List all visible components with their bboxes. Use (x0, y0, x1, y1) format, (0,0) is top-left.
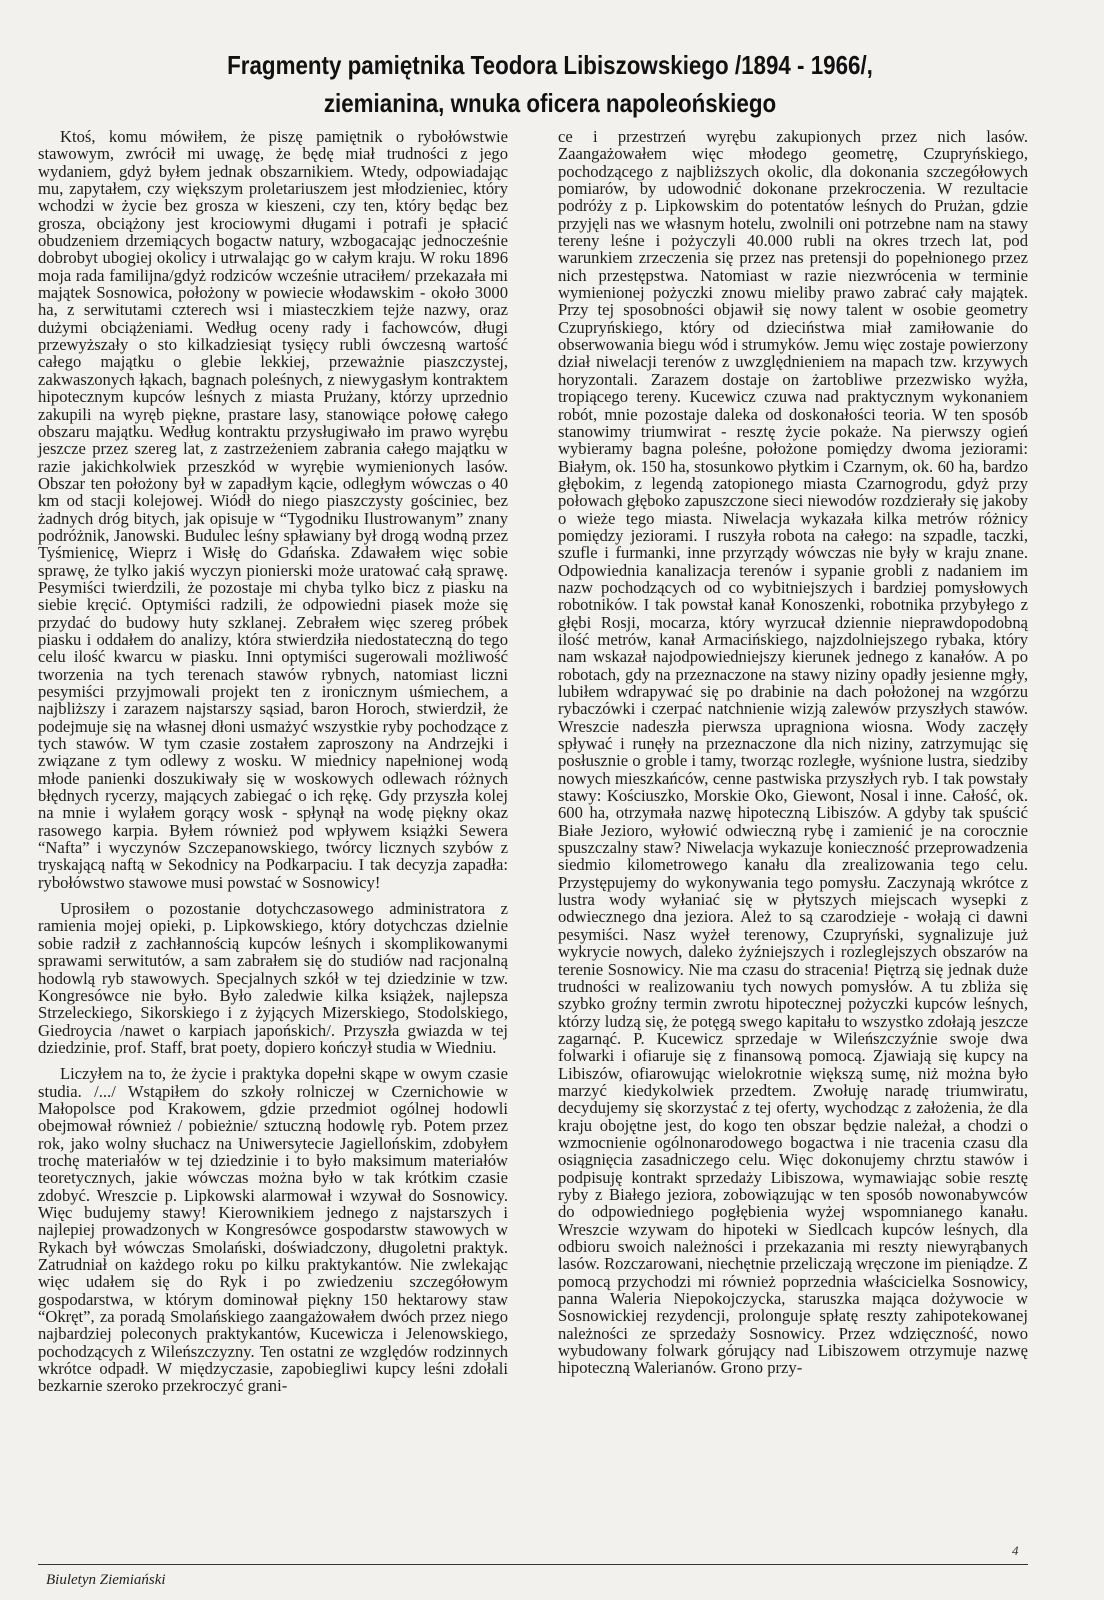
publication-name: Biuletyn Ziemiański (46, 1572, 166, 1588)
article-title-line-2: ziemianina, wnuka oficera napoleońskiego (323, 88, 777, 118)
footer-divider (38, 1564, 1028, 1565)
paragraph: Liczyłem na to, że życie i praktyka dopełni skąpe w owym czasie studia. /.../ Wstąpiłem do szkoły rolniczej w Czernichowie w Małopolsce pod Krakowem, gdzie przedmiot ogólnej hodowli obejmował również / pobieżnie/ sztuczną hodowlę ryb. Potem przez rok, jako wolny słuchacz na Uniwersytecie Jagiellońskim, zdobyłem trochę materiałów w tej dziedzinie i to było maksimum materiałów teoretycznych, jakie wówczas można było w tak krótkim czasie zdobyć. Wreszcie p. Lipkowski alarmował i wzywał do Sosnowicy. Więc budujemy stawy! Kierownikiem jednego z najstarszych i najlepiej prowadzonych w Kongresówce gospodarstw stawowych w Rykach był wówczas Smolański, doświadczony, długoletni praktyk. Zatrudniał on każdego roku po kilku praktykantów. Nie zwlekając więc udałem się do Ryk i po zwiedzeniu szczegółowym gospodarstwa, w którym dominował piękny 150 hektarowy staw “Okręt”, za poradą Smolańskiego zaangażowałem dwóch przez niego najbardziej poleconych praktykantów, Kucewicza i Jelenowskiego, pochodzących z Wileńszczyzny. Ten ostatni ze względów rodzinnych wkrótce odpadł. W międzyczasie, zapobiegliwi kupcy leśni zdołali bezkarnie szeroko przekroczyć grani- (38, 1064, 508, 1396)
article-title (206, 46, 894, 122)
page-number: 4 (1012, 1543, 1019, 1558)
left-column (38, 128, 508, 1404)
right-column (558, 128, 1028, 1386)
paragraph: ce i przestrzeń wyrębu zakupionych przez nich lasów. Zaangażowałem więc młodego geometrę, Czupryńskiego, pochodzącego z najbliższych okolic, dla dokonania szczegółowych pomiarów, by udowodnić dokonane przekroczenia. W rezultacie podróży z p. Lipkowskim do potentatów leśnych do Prużan, gdzie przyjęli nas we własnym hotelu, zwolnili oni potrzebne nam na stawy tereny leśne i pożyczyli 40.000 rubli na okres trzech lat, pod warunkiem zrzeczenia się przez nas pretensji do popełnionego przez nich przestępstwa. Natomiast w razie niezwrócenia w terminie wymienionej pożyczki znowu mieliby prawo zabrać cały majątek. Przy tej sposobności objawił się nowy talent w osobie geometry Czupryńskiego, który od dzieciństwa miał zamiłowanie do obserwowania biegu wód i strumyków. Jemu więc zostaje powierzony dział niwelacji terenów z uwzględnieniem na mapach tzw. krzywych horyzontali. Zarazem dostaje on żartobliwe przezwisko wyżła, tropiącego tereny. Kucewicz czuwa nad praktycznym wykonaniem robót, mnie pozostaje daleka od doskonałości teoria. W ten sposób stanowimy triumwirat - resztę życie pokaże. Na pierwszy ogień wybieramy bagna poleśne, położone pomiędzy dwoma jeziorami: Białym, ok. 150 ha, stosunkowo płytkim i Czarnym, ok. 60 ha, bardzo głębokim, z legendą zatopionego miasta Czarnogrodu, gdyż przy połowach głęboko zapuszczone sieci niewodów rozdzierały się jakoby o wieże tego miasta. Niwelacja wykazała kilka metrów różnicy pomiędzy jeziorami. I ruszyła robota na całego: na szpadle, taczki, szufle i furmanki, inne przyrządy wówczas nie były w kraju znane. Odpowiednia kanalizacja terenów i sypanie grobli z nadaniem im nazw pochodzących od co wybitniejszych i bardziej pomysłowych robotników. I tak powstał kanał Konoszenki, robotnika przybyłego z głębi Rosji, mocarza, który wyrzucał dziennie nieprawdopodobną ilość metrów, kanał Armacińskiego, najzdolniejszego rybaka, który nam wskazał najodpowiedniejszy kierunek jednego z kanałów. A po robotach, gdy na przeznaczone na stawy niziny opadły jesienne mgły, lubiłem wdrapywać się po drabinie na dach położonej na wzgórzu rybaczówki i czerpać natchnienie wizją zalewów przyszłych stawów. Wreszcie nadeszła pierwsza upragniona wiosna. Wody zaczęły spływać i runęły na przeznaczone dla nich niziny, zatrzymując się posłusznie o groble i tamy, tworząc rozległe, wyśnione lustra, siedziby nowych mieszkańców, cenne pastwiska przyszłych ryb. I tak powstały stawy: Kościuszko, Morskie Oko, Giewont, Nosal i inne. Całość, ok. 600 ha, otrzymała nazwę hipoteczną Libiszów. A gdyby tak spuścić Białe Jezioro, wyłowić odwieczną rybę i zamienić je na corocznie spuszczalny staw? Niwelacja wykazuje konieczność przeprowadzenia siedmio kilometrowego kanału dla zrealizowania tego celu. Przystępujemy do wykonywania tego pomysłu. Zaczynają wkrótce z lustra wody wyłaniać się w płytszych miejscach wysepki z odwiecznego dna jeziora. Ależ to są czarodzieje - wołają ci dawni pesymiści. Nasz wyżeł terenowy, Czupryński, sygnalizuje już wykrycie nowych, daleko żyźniejszych i rozleglejszych obszarów na terenie Sosnowicy. Nie ma czasu do stracenia! Piętrzą się jednak duże trudności w realizowaniu tych nowych pomysłów. A tu zbliża się szybko groźny termin zwrotu hipotecznej pożyczki kupców leśnych, którzy ludzą się, że potęgą swego kapitału to wszystko zdołają jeszcze zagarnąć. P. Kucewicz sprzedaje w Wileńszczyźnie swoje dwa folwarki i ofiaruje się z finansową pomocą. Zjawiają się kupcy na Libiszów, ofiarowując wielokrotnie większą sumę, niż można było marzyć kiedykolwiek przedtem. Zwołuję naradę triumwiratu, decydujemy się skorzystać z tej oferty, wychodząc z założenia, że dla kraju obojętne jest, do kogo ten obszar będzie należał, a chodzi o wzmocnienie ogólnonarodowego bogactwa i nie tracenia czasu dla osiągnięcia zasadniczego celu. Więc dokonujemy chrztu stawów i podpisuję kontrakt sprzedaży Libiszowa, wymawiając sobie resztę ryby z Białego jeziora, zobowiązując w ten sposób nowonabywców do odpowiedniego pogłębienia wyżej wspomnianego kanału. Wreszcie wzywam do hipoteki w Siedlcach kupców leśnych, dla odbioru swoich należności i przekazania mi reszty niewyrąbanych lasów. Rozczarowani, niechętnie przeliczają wręczone im pieniądze. Z pomocą przychodzi mi również poprzednia właścicielka Sosnowicy, panna Waleria Niepokojczycka, staruszka mająca dożywocie w Sosnowickiej rezydencji, prolonguje spłatę reszty zahipotekowanej należności ze sprzedaży Sosnowicy. Przez wdzięczność, nowo wybudowany folwark górujący nad Libiszowem otrzymuje nazwę hipoteczną Walerianów. Grono przy- (558, 127, 1028, 1378)
article-title-line-1: Fragmenty pamiętnika Teodora Libiszowskiego /1894 - 1966/, (227, 50, 873, 80)
paragraph: Ktoś, komu mówiłem, że piszę pamiętnik o rybołówstwie stawowym, zwrócił mi uwagę, że będę miał trudności z jego wydaniem, gdyż byłem jednak obszarnikiem. Wtedy, odpowiadając mu, zapytałem, czy większym proletariuszem jest młodzieniec, który wchodzi w życie bez grosza w kieszeni, czy ten, który będąc bez grosza, obciążony jest krociowymi długami i potrafi je spłacić obudzeniem drzemiących bogactw natury, wzbogacając jednocześnie dobrobyt ubogiej okolicy i utrwalając go w całym kraju. W roku 1896 moja rada familijna/gdyż rodziców wcześnie utraciłem/ przekazała mi majątek Sosnowica, położony w powiecie włodawskim - około 3000 ha, z serwitutami czterech wsi i miasteczkiem tejże nazwy, oraz dużymi obciążeniami. Według oceny rady i fachowców, długi przewyższały o sto kilkadziesiąt tysięcy rubli ówczesną wartość całego majątku o glebie lekkiej, przeważnie piaszczystej, zakwaszonych łąkach, bagnach poleśnych, z niewygasłym kontraktem hipotecznym kupców leśnych z miasta Prużany, którzy uprzednio zakupili na wyręb piękne, prastare lasy, stanowiące połowę całego obszaru majątku. Według kontraktu przysługiwało im prawo wyrębu jeszcze przez szereg lat, z zastrzeżeniem zabrania całego majątku w razie jakichkolwiek przeszkód w wyrębie wymienionych lasów. Obszar ten położony był w zapadłym kącie, odległym wówczas o 40 km od stacji kolejowej. Wiódł do niego piaszczysty gościniec, bez żadnych dróg bitych, jak opisuje w “Tygodniku Ilustrowanym” znany podróżnik, Janowski. Budulec leśny spławiany był drogą wodną przez Tyśmienicę, Wieprz i Wisłę do Gdańska. Zdawałem więc sobie sprawę, że tylko jakiś wyczyn pionierski może uratować całą sprawę. Pesymiści twierdzili, że pozostaje mi chyba tylko bicz z piasku na siebie kręcić. Optymiści radzili, że odpowiedni piasek może się przydać do budowy huty szklanej. Zebrałem więc szereg próbek piasku i oddałem do analizy, która stwierdziła niedostateczną do tego celu ilość kwarcu w piasku. Inni optymiści sugerowali możliwość tworzenia na tych terenach stawów rybnych, natomiast liczni pesymiści przyjmowali projekt ten z ironicznym uśmiechem, a najbliższy i zarazem najstarszy sąsiad, baron Horoch, stwierdził, że podejmuje się na własnej dłoni usmażyć wszystkie ryby pochodzące z tych stawów. W tym czasie zostałem zaproszony na Andrzejki i związane z tym odlewy z wosku. W miednicy napełnionej wodą młode panienki doszukiwały się w woskowych odlewach różnych błędnych rycerzy, mających zabiegać o ich rękę. Gdy przyszła kolej na mnie i wylałem gorący wosk - spłynął na wodę piękny okaz rasowego karpia. Byłem również pod wpływem książki Sewera “Nafta” i wyczynów Szczepanowskiego, twórcy licznych szybów z tryskającą naftą w Sekodnicy na Podkarpaciu. I tak decyzja zapadła: rybołówstwo stawowe musi powstać w Sosnowicy! (38, 127, 508, 892)
paragraph: Uprosiłem o pozostanie dotychczasowego administratora z ramienia mojej opieki, p. Lipkowskiego, który dotychczas dzielnie sobie radził z zachłannością kupców leśnych i skomplikowanymi sprawami serwitutów, a sam zabrałem się do studiów nad racjonalną hodowlą ryb stawowych. Specjalnych szkół w tej dziedzinie w tzw. Kongresówce nie było. Było zaledwie kilka książek, najlepsza Strzeleckiego, Sikorskiego i z żyjących Mizerskiego, Stodolskiego, Giedroycia /nawet o karpiach japońskich/. Przyszła gwiazda w tej dziedzinie, prof. Staff, brat poety, dopiero kończył studia w Wiedniu. (38, 899, 508, 1057)
